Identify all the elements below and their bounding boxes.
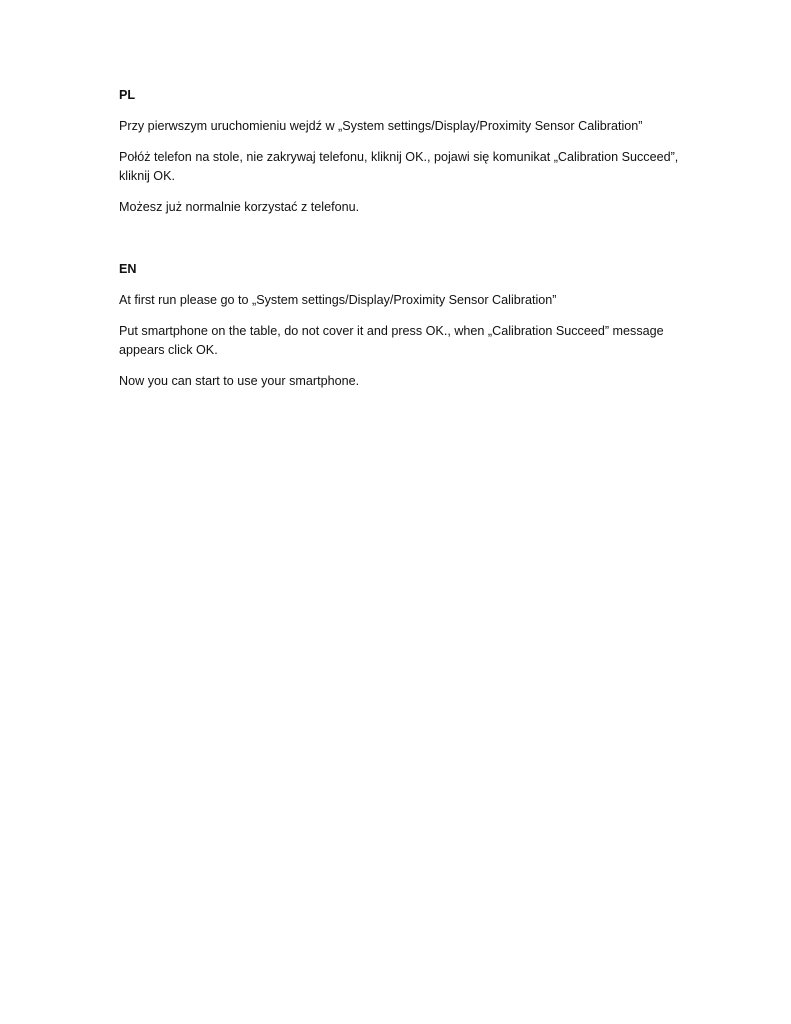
en-paragraph-2: Put smartphone on the table, do not cover it and press OK., when „Calibration Succeed” message appears click OK. [119,324,664,357]
pl-paragraph-3: Możesz już normalnie korzystać z telefonu. [119,200,360,214]
en-paragraph-1: At first run please go to „System settings/Display/Proximity Sensor Calibration” [119,293,557,307]
section-heading-pl: PL [119,88,136,102]
section-pl [119,86,679,217]
document-body [119,86,679,403]
en-paragraph-3: Now you can start to use your smartphone. [119,374,360,388]
section-spacer [119,229,679,260]
pl-paragraph-2: Połóż telefon na stole, nie zakrywaj telefonu, kliknij OK., pojawi się komunikat „Calibration Succeed”, kliknij OK. [119,150,679,183]
pl-paragraph-1: Przy pierwszym uruchomieniu wejdź w „System settings/Display/Proximity Sensor Calibration” [119,119,643,133]
section-en [119,260,679,391]
section-heading-en: EN [119,262,137,276]
